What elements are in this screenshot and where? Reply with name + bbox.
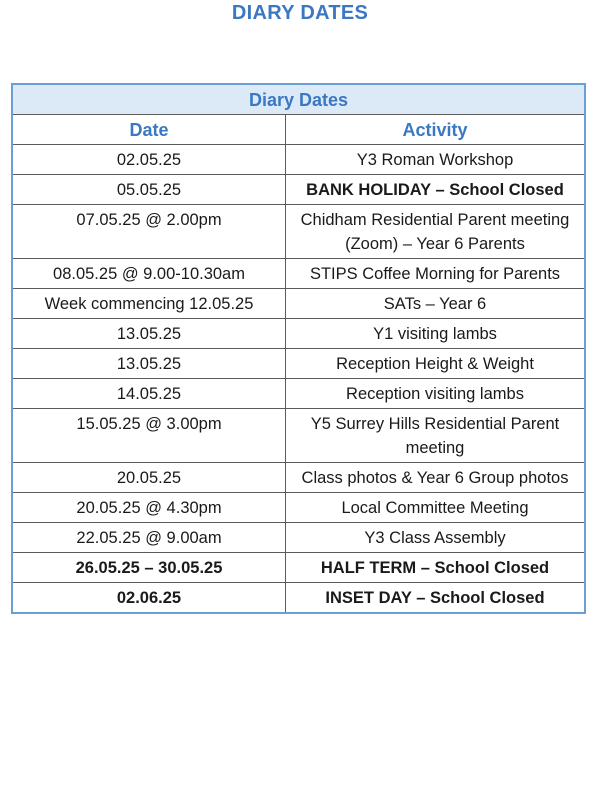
table-row (12, 259, 585, 289)
activity-cell: STIPS Coffee Morning for Parents (286, 259, 586, 289)
table-row (12, 289, 585, 319)
date-cell: 08.05.25 @ 9.00-10.30am (12, 259, 286, 289)
table-header-row (12, 115, 585, 145)
table-row (12, 319, 585, 349)
table-row (12, 349, 585, 379)
table-row (12, 493, 585, 523)
date-cell: 13.05.25 (12, 349, 286, 379)
activity-cell: HALF TERM – School Closed (286, 553, 586, 583)
activity-cell: SATs – Year 6 (286, 289, 586, 319)
activity-cell: Class photos & Year 6 Group photos (286, 463, 586, 493)
activity-column-header: Activity (286, 115, 586, 145)
activity-cell: Reception Height & Weight (286, 349, 586, 379)
date-column-header: Date (12, 115, 286, 145)
date-cell: 14.05.25 (12, 379, 286, 409)
date-cell: 15.05.25 @ 3.00pm (12, 409, 286, 463)
date-cell: 20.05.25 (12, 463, 286, 493)
activity-cell: Y1 visiting lambs (286, 319, 586, 349)
table-row (12, 379, 585, 409)
activity-cell: BANK HOLIDAY – School Closed (286, 175, 586, 205)
date-cell: 13.05.25 (12, 319, 286, 349)
table-body (12, 145, 585, 614)
table-title-row (12, 84, 585, 115)
table-caption: Diary Dates (12, 84, 585, 115)
activity-cell: Y3 Roman Workshop (286, 145, 586, 175)
activity-cell: Y5 Surrey Hills Residential Parent meeting (286, 409, 586, 463)
date-cell: 02.05.25 (12, 145, 286, 175)
date-cell: Week commencing 12.05.25 (12, 289, 286, 319)
page-title: DIARY DATES (231, 2, 369, 24)
table-row (12, 175, 585, 205)
date-cell: 26.05.25 – 30.05.25 (12, 553, 286, 583)
date-cell: 22.05.25 @ 9.00am (12, 523, 286, 553)
date-cell: 05.05.25 (12, 175, 286, 205)
table-row (12, 463, 585, 493)
table-row (12, 583, 585, 614)
table-row (12, 205, 585, 259)
activity-cell: Reception visiting lambs (286, 379, 586, 409)
table-row (12, 409, 585, 463)
table-row (12, 553, 585, 583)
activity-cell: INSET DAY – School Closed (286, 583, 586, 614)
activity-cell: Local Committee Meeting (286, 493, 586, 523)
table-row (12, 523, 585, 553)
diary-dates-table (11, 83, 586, 614)
date-cell: 02.06.25 (12, 583, 286, 614)
date-cell: 07.05.25 @ 2.00pm (12, 205, 286, 259)
activity-cell: Chidham Residential Parent meeting (Zoom) – Year 6 Parents (286, 205, 586, 259)
date-cell: 20.05.25 @ 4.30pm (12, 493, 286, 523)
activity-cell: Y3 Class Assembly (286, 523, 586, 553)
table-row (12, 145, 585, 175)
